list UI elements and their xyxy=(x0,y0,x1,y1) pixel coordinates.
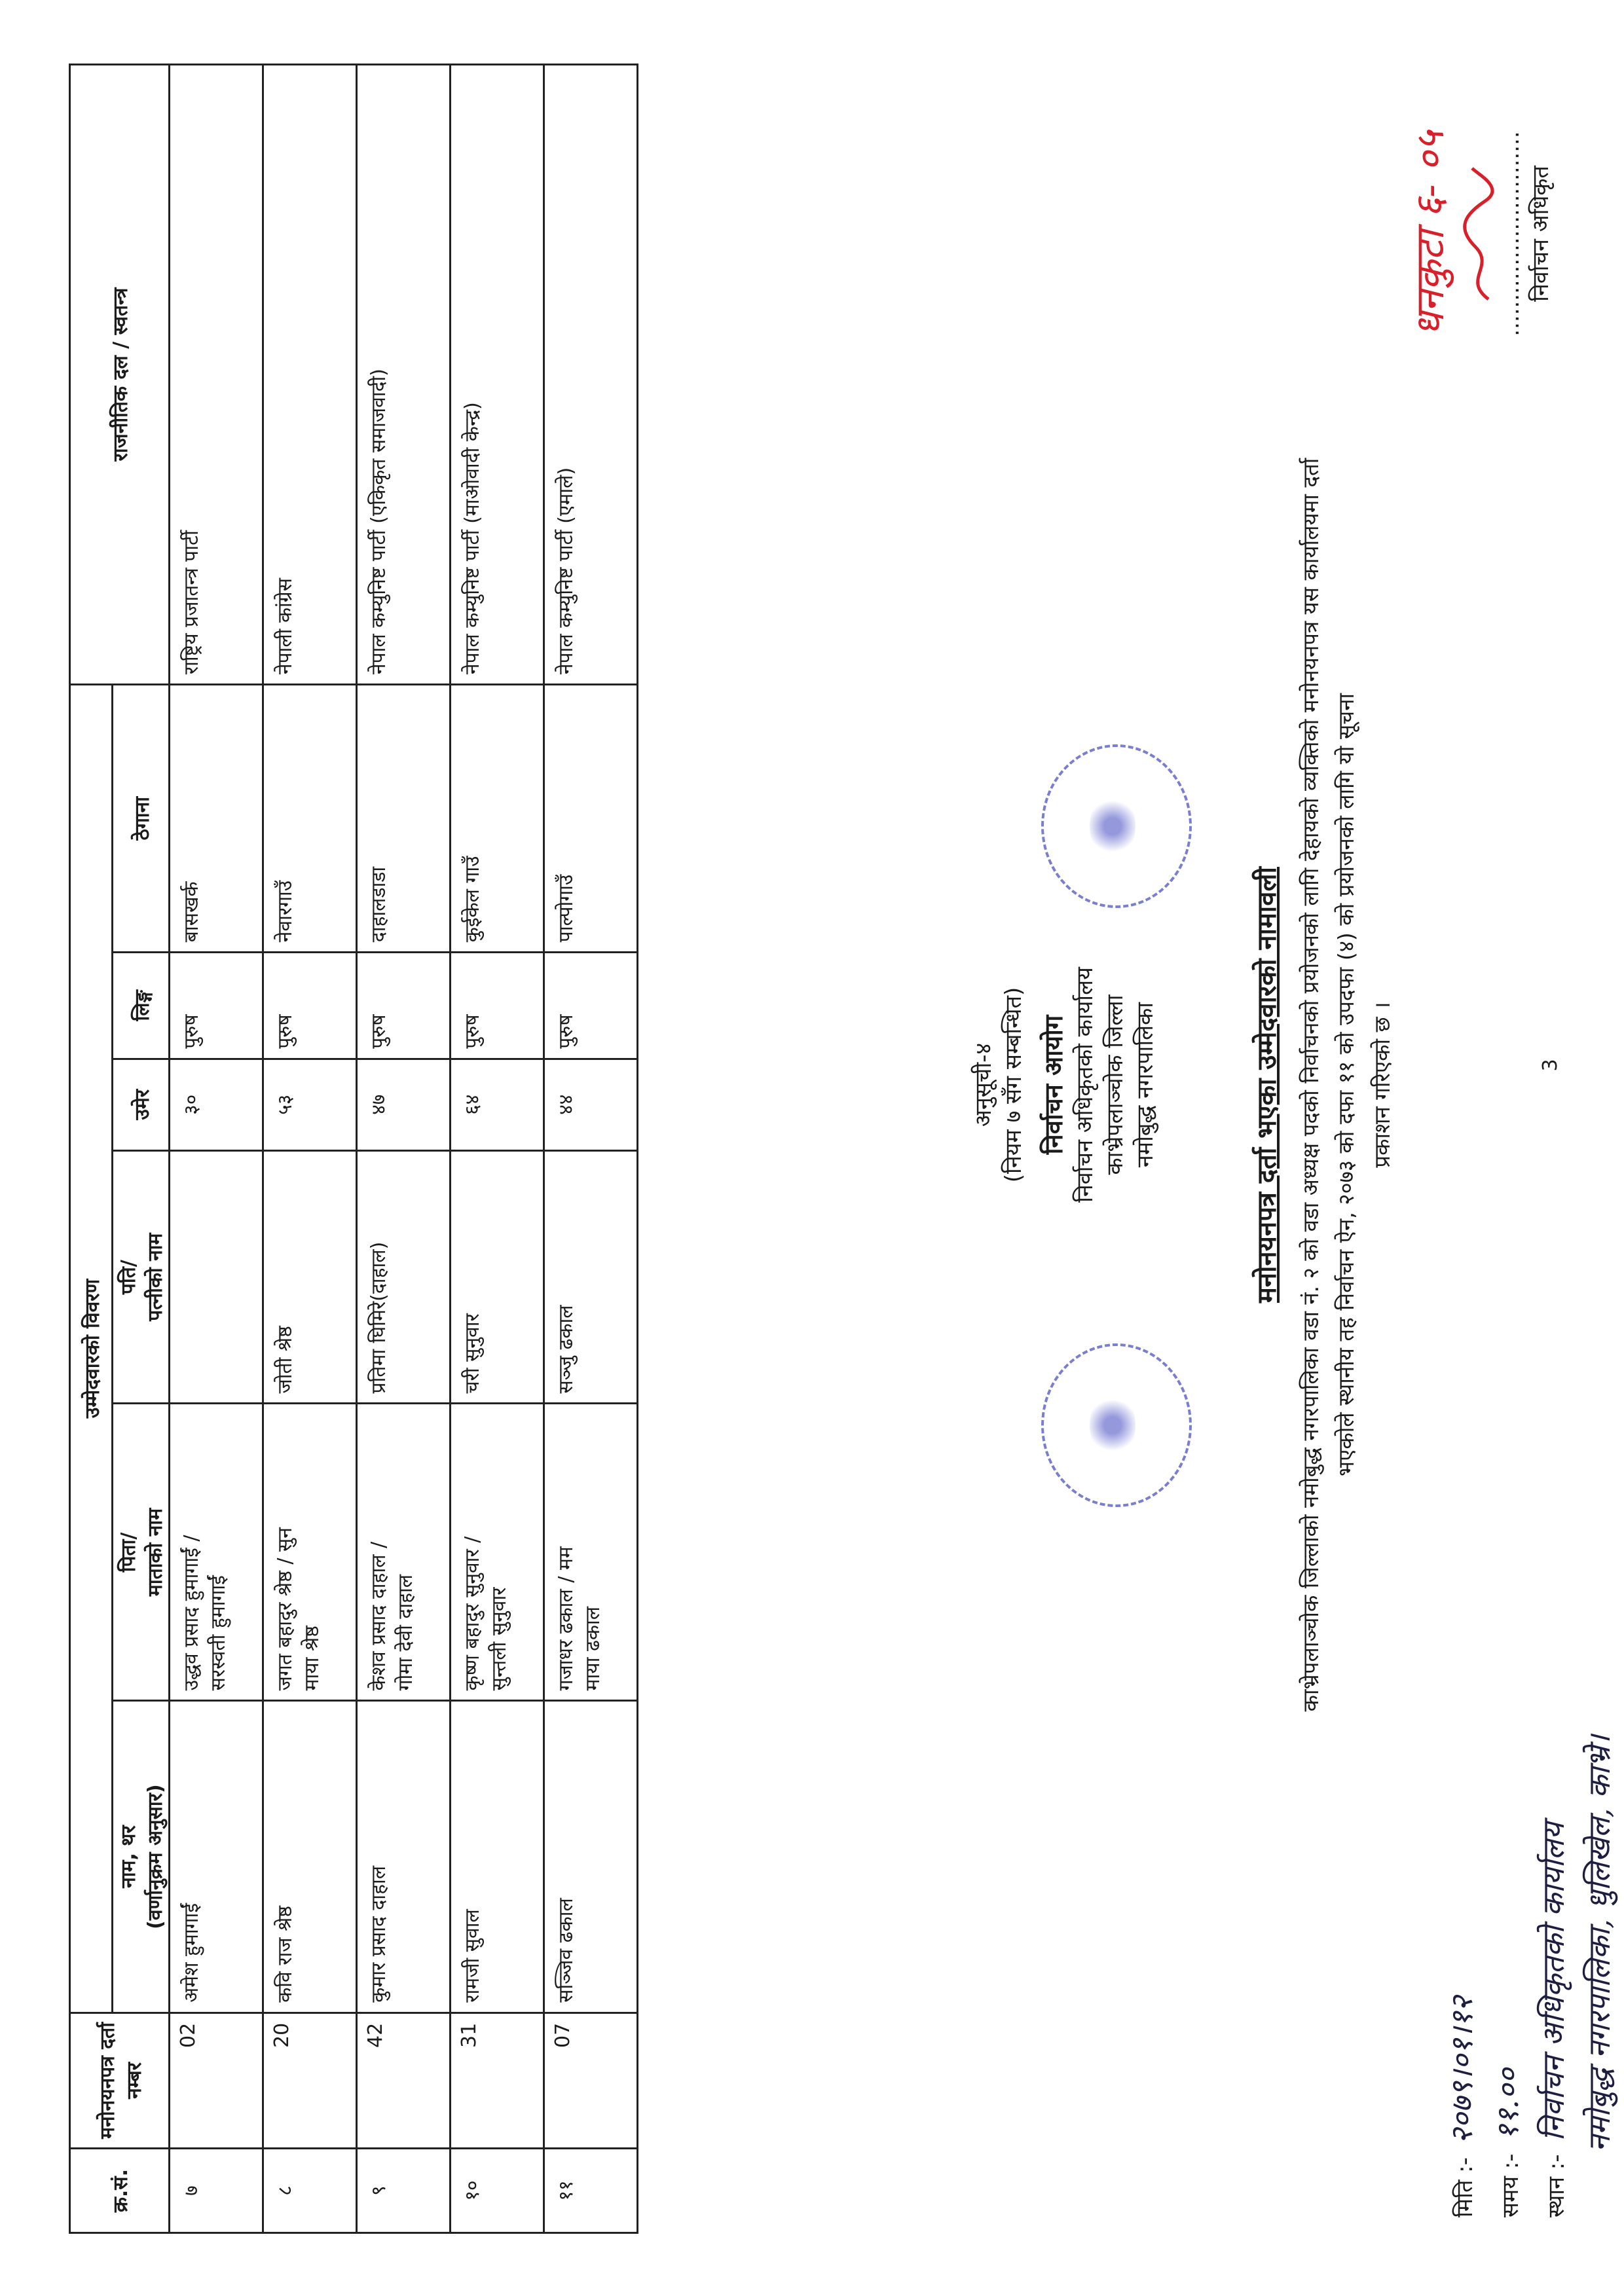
place-value-line-1: निर्वाचन अधिकृतको कार्यालय xyxy=(1536,1822,1571,2141)
date-value: २०७९।०१।१२ xyxy=(1444,1995,1479,2145)
cell-spouse: चरी सुनुवार xyxy=(451,1150,544,1404)
office-name: निर्वाचन अधिकृतको कार्यालय xyxy=(1072,967,1099,1203)
header-reg-no: मनोनयनपत्र दर्ता नम्बर xyxy=(70,2013,170,2148)
cell-spouse: जोती श्रेष्ठ xyxy=(263,1150,357,1404)
father-name: जगत बहादुर श्रेष्ठ / सुन xyxy=(274,1527,297,1691)
cell-gender: पुरुष xyxy=(544,953,638,1059)
nominations-table xyxy=(69,64,638,2234)
mother-name: माया ढकाल xyxy=(581,1606,604,1691)
place-label: स्थान :- xyxy=(1543,2154,1570,2217)
header-parents xyxy=(113,1404,170,1701)
cell-party: नेपाल कम्युनिष्ट पार्टी (माओवादी केन्द्र) xyxy=(451,65,544,685)
cell-parents xyxy=(544,1404,638,1701)
father-name: कृष्ण बहादुर सुनुवार / xyxy=(461,1536,484,1691)
table-row xyxy=(170,65,263,2233)
schedule-label: अनुसूची-४ xyxy=(970,1042,997,1127)
cell-gender: पुरुष xyxy=(170,953,263,1059)
header-parents-text: पिता/ xyxy=(117,1532,140,1573)
district-name: काभ्रेपलाञ्चोक जिल्ला xyxy=(1101,994,1128,1175)
cell-address: नेवारगाउँ xyxy=(263,685,357,953)
page-title: मनोनयनपत्र दर्ता भएका उम्मेदवारको नामावली xyxy=(1252,867,1282,1303)
cell-name: कुमार प्रसाद दाहाल xyxy=(357,1701,451,2013)
cell-parents xyxy=(263,1404,357,1701)
table-row xyxy=(544,65,638,2233)
father-name: उद्धव प्रसाद हुमागाईं / xyxy=(180,1535,203,1691)
table-row xyxy=(357,65,451,2233)
notice-line-1: काभ्रेपलाञ्चोक जिल्लाको नमोबुद्ध नगरपालिका वडा नं. २ को वडा अध्यक्ष पदको निर्वाचनको प्रयोजनको लागि देहायको व्यक्तिको मनोनयनपत्र यस कार्यालयमा दर्ता xyxy=(1298,458,1323,1712)
cell-gender: पुरुष xyxy=(357,953,451,1059)
mother-name: माया श्रेष्ठ xyxy=(301,1626,323,1691)
cell-party: राष्ट्रिय प्रजातन्त्र पार्टी xyxy=(170,65,263,685)
header-age: उमेर xyxy=(113,1059,170,1150)
cell-party: नेपाल कम्युनिष्ट पार्टी (एमाले) xyxy=(544,65,638,685)
cell-spouse: सञ्जु ढकाल xyxy=(544,1150,638,1404)
place-value-line-2: नमोबुद्ध नगरपालिका, धुलिखेल, काभ्रे। xyxy=(1581,1735,1617,2152)
table-row xyxy=(451,65,544,2233)
header-candidate-group: उम्मेदवारको विवरण xyxy=(70,685,113,2013)
municipality-name: नमोबुद्ध नगरपालिका xyxy=(1132,1002,1158,1168)
cell-age: ४४ xyxy=(544,1059,638,1150)
cell-age: ५३ xyxy=(263,1059,357,1150)
table-body xyxy=(170,65,638,2233)
page-number-text: 3 xyxy=(1539,1059,1562,1072)
header-name-text: नाम, थर xyxy=(117,1825,140,1888)
cell-reg-no: 02 xyxy=(170,2013,263,2148)
cell-sn: ११ xyxy=(544,2149,638,2233)
cell-parents xyxy=(170,1404,263,1701)
cell-address: पाल्पोगाउँ xyxy=(544,685,638,953)
header-name xyxy=(113,1701,170,2013)
father-name: गजाधर ढकाल / मम xyxy=(555,1546,578,1691)
cell-gender: पुरुष xyxy=(263,953,357,1059)
cell-age: ३० xyxy=(170,1059,263,1150)
header-spouse-text: पति/ xyxy=(117,1260,140,1295)
cell-age: ४७ xyxy=(357,1059,451,1150)
commission-name: निर्वाचन आयोग xyxy=(1039,1015,1068,1155)
mother-name: सरस्वती हुमागाईं xyxy=(207,1575,230,1691)
cell-spouse xyxy=(170,1150,263,1404)
signatory-title: निर्वाचन अधिकृत xyxy=(1528,166,1554,302)
cell-name: अमेश हुमागाईं xyxy=(170,1701,263,2013)
cell-sn: ९ xyxy=(357,2149,451,2233)
notice-line-2: भएकोले स्थानीय तह निर्वाचन ऐन, २०७३ को दफा ११ को उपदफा (४) को प्रयोजनको लागि यो सूचना xyxy=(1333,693,1359,1477)
cell-reg-no: 42 xyxy=(357,2013,451,2148)
cell-reg-no: 20 xyxy=(263,2013,357,2148)
cell-reg-no: 31 xyxy=(451,2013,544,2148)
cell-party: नेपाली कांग्रेस xyxy=(263,65,357,685)
cell-sn: ८ xyxy=(263,2149,357,2233)
header-parents-text-2: माताको नाम xyxy=(144,1508,167,1597)
father-name: केशव प्रसाद दाहाल / xyxy=(367,1541,390,1691)
cell-gender: पुरुष xyxy=(451,953,544,1059)
cell-spouse: प्रतिमा घिमिरे(दाहाल) xyxy=(357,1150,451,1404)
header-name-note: (वर्णानुक्रम अनुसार) xyxy=(144,1784,167,1929)
time-value: ११.०० xyxy=(1490,2068,1525,2141)
cell-name: रामजी सुवाल xyxy=(451,1701,544,2013)
rule-reference: (नियम ७ सँग सम्बन्धित) xyxy=(1000,987,1027,1183)
header-sn: क्र.सं. xyxy=(70,2149,170,2233)
mother-name: गोमा देवी दाहाल xyxy=(394,1574,417,1691)
signature-line: ............................. xyxy=(1498,131,1524,337)
cell-sn: १० xyxy=(451,2149,544,2233)
header-gender: लिङ्ग xyxy=(113,953,170,1059)
cell-parents xyxy=(451,1404,544,1701)
cell-sn: ७ xyxy=(170,2149,263,2233)
header-spouse-text-2: पत्नीको नाम xyxy=(144,1233,167,1321)
table-row xyxy=(263,65,357,2233)
cell-address: दाहालडाडा xyxy=(357,685,451,953)
cell-reg-no: 07 xyxy=(544,2013,638,2148)
cell-parents xyxy=(357,1404,451,1701)
cell-address: बासखर्क xyxy=(170,685,263,953)
notice-line-3: प्रकाशन गरिएको छ । xyxy=(1369,1002,1395,1168)
cell-address: कुईकेल गाउँ xyxy=(451,685,544,953)
mother-name: सुन्तली सुनुवार xyxy=(488,1587,511,1691)
header-address: ठेगाना xyxy=(113,685,170,953)
cell-age: ६४ xyxy=(451,1059,544,1150)
cell-name: सञ्जिव ढकाल xyxy=(544,1701,638,2013)
time-label: समय :- xyxy=(1498,2153,1524,2217)
red-handwritten-note: धनकुटा ६- ०५ xyxy=(1407,130,1453,337)
date-label: मिति :- xyxy=(1452,2157,1478,2217)
cell-party: नेपाल कम्युनिष्ट पार्टी (एकिकृत समाजवादी) xyxy=(357,65,451,685)
header-spouse xyxy=(113,1150,170,1404)
header-party: राजनीतिक दल / स्वतन्त्र xyxy=(70,65,170,685)
cell-name: कवि राज श्रेष्ठ xyxy=(263,1701,357,2013)
